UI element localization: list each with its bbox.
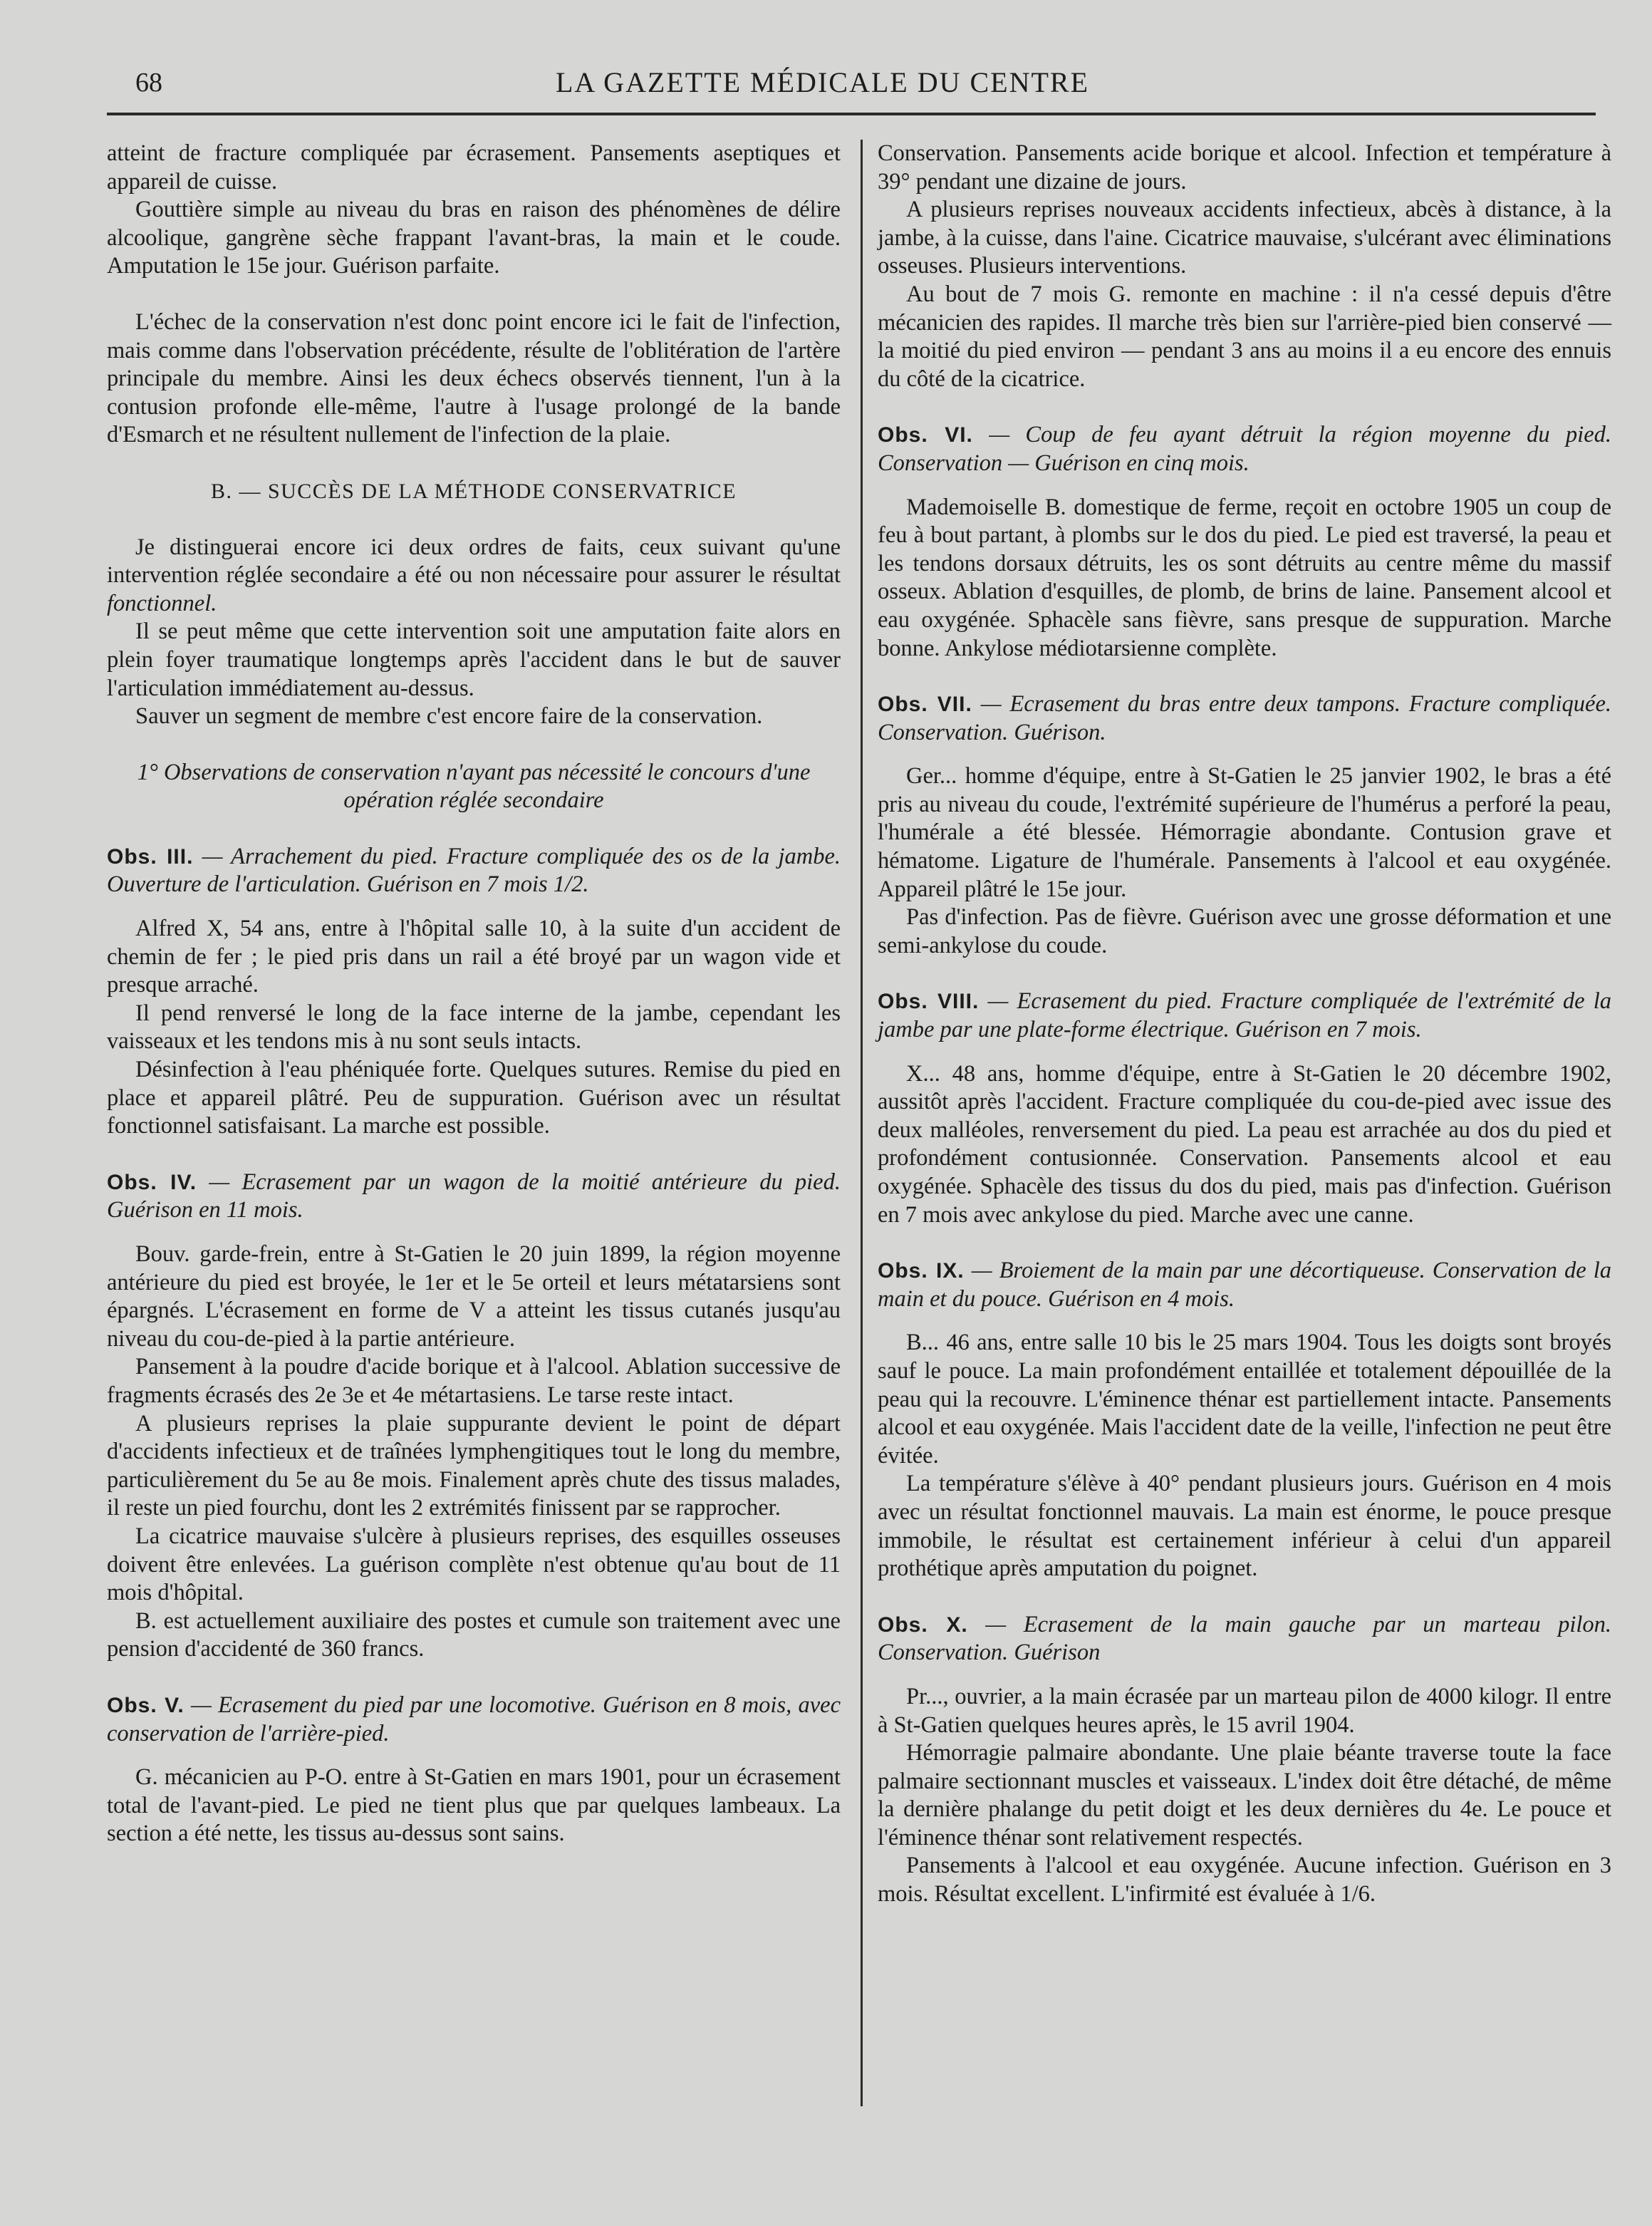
running-title: LA GAZETTE MÉDICALE DU CENTRE <box>556 66 1090 98</box>
observation-heading <box>878 1257 1611 1313</box>
observation-title: — Ecrasement par un wagon de la moitié antérieure du pied. Guérison en 11 mois. <box>107 1169 841 1223</box>
paragraph: Pansements à l'alcool et eau oxygénée. Aucune infection. Guérison en 3 mois. Résultat excellent. L'infirmité est évaluée à 1/6. <box>878 1853 1611 1907</box>
paragraph: Bouv. garde-frein, entre à St-Gatien le 20 juin 1899, la région moyenne antérieure du pied est broyée, le 1er et le 5e orteil et leurs métatarsiens sont épargnés. L'écrasement en forme de V a atteint les tissus cutanés jusqu'au niveau du cou-de-pied à la partie antérieure. <box>107 1241 841 1352</box>
paragraph: Ger... homme d'équipe, entre à St-Gatien le 25 janvier 1902, le bras a été pris au niveau du coude, l'extrémité supérieure de l'humérus a perforé la peau, l'humérale a été blessée. Hémorragie abondante. Contusion grave et hématome. Ligature de l'humérale. Pansements à l'alcool et eau oxygénée. Appareil plâtré le 15e jour. <box>878 763 1611 902</box>
observation-label: Obs. VIII. <box>878 990 980 1014</box>
paragraph: La température s'élève à 40° pendant plusieurs jours. Guérison en 4 mois avec un résultat fonctionnel mauvais. La main est énorme, le pouce presque immobile, le résultat est certainement inférieur à celui d'un appareil prothétique après amputation du poignet. <box>878 1471 1611 1582</box>
page-number: 68 <box>135 68 162 98</box>
paragraph: La cicatrice mauvaise s'ulcère à plusieurs reprises, des esquilles osseuses doivent être enlevées. La guérison complète n'est obtenue qu'au bout de 11 mois d'hôpital. <box>107 1523 841 1606</box>
paragraph: L'échec de la conservation n'est donc point encore ici le fait de l'infection, mais comme dans l'observation précédente, résulte de l'oblitération de l'artère principale du membre. Ainsi les deux échecs observés tiennent, l'un à la contusion profonde elle-même, l'autre à l'usage prolongé de la bande d'Esmarch et ne résultent nullement de l'infection de la plaie. <box>107 309 841 448</box>
header-rule <box>107 113 1596 115</box>
observation-label: Obs. X. <box>878 1612 968 1637</box>
observation-label: Obs. VII. <box>878 693 972 717</box>
paragraph: atteint de fracture compliquée par écrasement. Pansements aseptiques et appareil de cuisse. <box>107 140 841 195</box>
paragraph: X... 48 ans, homme d'équipe, entre à St-Gatien le 20 décembre 1902, aussitôt après l'accident. Fracture compliquée du cou-de-pied avec issue des deux malléoles, renversement du pied. La peau est arrachée au dos du pied et profondément contusionnée. Conservation. Pansements alcool et eau oxygénée. Sphacèle des tissus du dos du pied, mais pas d'infection. Guérison en 7 mois avec ankylose du pied. Marche avec une canne. <box>878 1060 1611 1228</box>
observation-heading <box>878 421 1611 477</box>
paragraph <box>107 534 841 618</box>
paragraph: Hémorragie palmaire abondante. Une plaie béante traverse toute la face palmaire sectionnant muscles et vaisseaux. L'index doit être détaché, de même la dernière phalange du petit doigt et les deux dernières du 4e. Le pouce et l'éminence thénar sont relativement respectés. <box>878 1740 1611 1850</box>
observation-title: — Arrachement du pied. Fracture compliquée des os de la jambe. Ouverture de l'articulation. Guérison en 7 mois 1/2. <box>107 843 841 898</box>
paragraph: Il se peut même que cette intervention soit une amputation faite alors en plein foyer traumatique longtemps après l'accident dans le but de sauver l'articulation immédiatement au-dessus. <box>107 618 841 701</box>
paragraph: G. mécanicien au P-O. entre à St-Gatien en mars 1901, pour un écrasement total de l'avant-pied. Le pied ne tient plus que par quelques lambeaux. La section a été nette, les tissus au-dessus sont sains. <box>107 1764 841 1847</box>
paragraph: Pansement à la poudre d'acide borique et à l'alcool. Ablation successive de fragments écrasés des 2e 3e et 4e métartasiens. Le tarse reste intact. <box>107 1354 841 1408</box>
observation-heading <box>878 690 1611 747</box>
paragraph: Au bout de 7 mois G. remonte en machine : il n'a cessé depuis d'être mécanicien des rapides. Il marche très bien sur l'arrière-pied bien conservé — la moitié du pied environ — pendant 3 ans au moins il a eu encore des ennuis du côté de la cicatrice. <box>878 281 1611 392</box>
subsection-heading: 1° Observations de conservation n'ayant pas nécessité le concours d'une opération réglée secondaire <box>137 759 811 814</box>
paragraph: B... 46 ans, entre salle 10 bis le 25 mars 1904. Tous les doigts sont broyés sauf le pouce. La main profondément entaillée et totalement dépouillée de la peau qui la recouvre. L'éminence thénar est partiellement intacte. Pansements alcool et eau oxygénée. Mais l'accident date de la veille, l'infection ne peut être évitée. <box>878 1330 1611 1469</box>
paragraph: Conservation. Pansements acide borique et alcool. Infection et température à 39° pendant une dizaine de jours. <box>878 140 1611 195</box>
observation-title: — Ecrasement du bras entre deux tampons. Fracture compliquée. Conservation. Guérison. <box>878 691 1612 745</box>
paragraph: B. est actuellement auxiliaire des postes et cumule son traitement avec une pension d'accidenté de 360 francs. <box>107 1608 841 1662</box>
paragraph: Désinfection à l'eau phéniquée forte. Quelques sutures. Remise du pied en place et appareil plâtré. Peu de suppuration. Guérison avec un résultat fonctionnel satisfaisant. La marche est possible. <box>107 1057 841 1139</box>
observation-label: Obs. III. <box>107 844 194 869</box>
observation-title: — Coup de feu ayant détruit la région moyenne du pied. Conservation — Guérison en cinq mois. <box>878 422 1611 476</box>
observation-title: — Ecrasement du pied. Fracture compliquée de l'extrémité de la jambe par une plate-forme électrique. Guérison en 7 mois. <box>878 988 1611 1043</box>
paragraph: Mademoiselle B. domestique de ferme, reçoit en octobre 1905 un coup de feu à bout partant, à plombs sur le dos du pied. Le pied est traversé, la peau et les tendons dorsaux détruits, les os sont détruits au centre même du massif osseux. Ablation d'esquilles, de plomb, de brins de laine. Pansement alcool et eau oxygénée. Sphacèle sans fièvre, sans presque de suppuration. Marche bonne. Ankylose médiotarsienne complète. <box>878 494 1611 661</box>
emphasis-text: fonctionnel. <box>107 590 217 616</box>
paragraph: A plusieurs reprises la plaie suppurante devient le point de départ d'accidents infectieux et de traînées lymphengitiques tout le long du membre, particulièrement du 5e au 8e mois. Finalement après chute des tissus malades, il reste un pied fourchu, dont les 2 extrémités finissent par se rapprocher. <box>107 1410 841 1521</box>
paragraph: Gouttière simple au niveau du bras en raison des phénomènes de délire alcoolique, gangrène sèche frappant l'avant-bras, la main et le coude. Amputation le 15e jour. Guérison parfaite. <box>107 197 841 279</box>
section-heading: B. — SUCCÈS DE LA MÉTHODE CONSERVATRICE <box>210 479 737 503</box>
paragraph: Alfred X, 54 ans, entre à l'hôpital salle 10, à la suite d'un accident de chemin de fer ; le pied pris dans un rail a été broyé par un wagon vide et presque arraché. <box>107 916 841 998</box>
right-column <box>878 140 1611 1909</box>
observation-title: — Ecrasement du pied par une locomotive. Guérison en 8 mois, avec conservation de l'arrière-pied. <box>107 1692 841 1746</box>
observation-heading <box>107 843 841 899</box>
left-column <box>107 140 841 1848</box>
paragraph: Pas d'infection. Pas de fièvre. Guérison avec une grosse déformation et une semi-ankylose du coude. <box>878 904 1611 958</box>
observation-label: Obs. IX. <box>878 1259 965 1283</box>
observation-label: Obs. V. <box>107 1693 185 1717</box>
paragraph: A plusieurs reprises nouveaux accidents infectieux, abcès à distance, à la jambe, à la cuisse, dans l'aine. Cicatrice mauvaise, s'ulcérant avec éliminations osseuses. Plusieurs interventions. <box>878 197 1611 279</box>
paragraph-text: Je distinguerai encore ici deux ordres de faits, ceux suivant qu'une intervention réglée secondaire a été ou non nécessaire pour assurer le résultat <box>107 534 841 589</box>
observation-heading <box>107 1692 841 1748</box>
paragraph: Il pend renversé le long de la face interne de la jambe, cependant les vaisseaux et les tendons mis à nu sont seuls intacts. <box>107 1000 841 1055</box>
page-header <box>107 63 1596 114</box>
observation-title: — Broiement de la main par une décortiqueuse. Conservation de la main et du pouce. Guérison en 4 mois. <box>878 1258 1611 1312</box>
paragraph: Pr..., ouvrier, a la main écrasée par un marteau pilon de 4000 kilogr. Il entre à St-Gatien quelques heures après, le 15 avril 1904. <box>878 1683 1611 1738</box>
observation-heading <box>107 1169 841 1225</box>
paragraph: Sauver un segment de membre c'est encore faire de la conservation. <box>135 703 763 730</box>
observation-title: — Ecrasement de la main gauche par un marteau pilon. Conservation. Guérison <box>878 1611 1612 1666</box>
observation-heading <box>878 988 1611 1044</box>
observation-label: Obs. IV. <box>107 1170 197 1194</box>
observation-heading <box>878 1611 1611 1667</box>
column-divider <box>861 140 863 2106</box>
observation-label: Obs. VI. <box>878 423 973 447</box>
